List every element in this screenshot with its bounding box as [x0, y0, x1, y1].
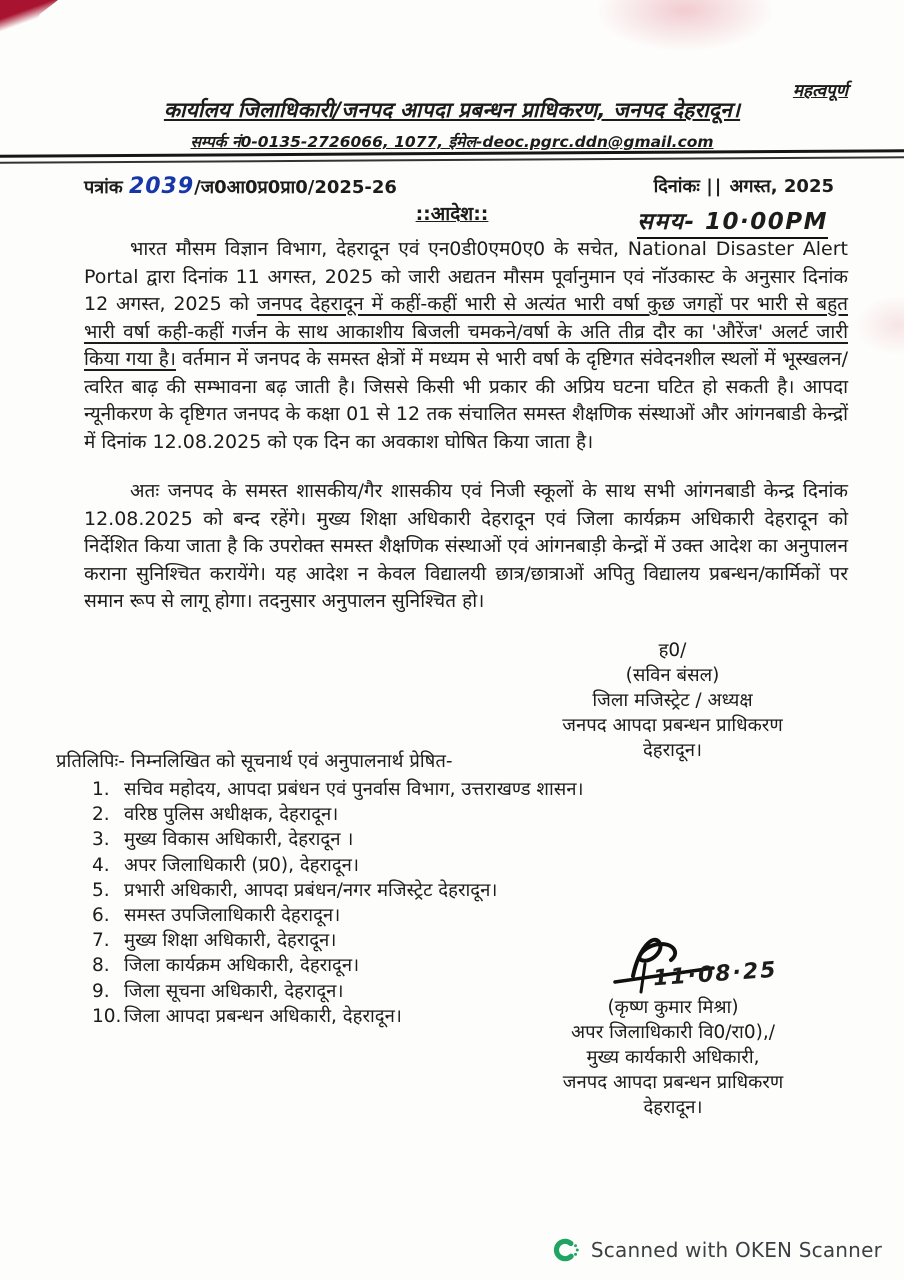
red-corner-mark [0, 0, 60, 100]
date-month-year: अगस्त, 2025 [729, 176, 834, 197]
signatory2-title-4: देहरादून। [643, 1097, 703, 1118]
signatory2-title-1: अपर जिलाधिकारी वि0/रा0),/ [571, 1022, 775, 1043]
list-item: 10. जिला आपदा प्रबन्धन अधिकारी, देहरादून। [92, 1005, 402, 1027]
time-handwritten: समय- 10·00PM [637, 204, 828, 239]
list-item: 1. सचिव महोदय, आपदा प्रबंधन एवं पुनर्वास विभाग, उत्तराखण्ड शासन। [92, 779, 584, 800]
letter-number-label: पत्रांक [84, 177, 123, 198]
date-label: दिनांकः [653, 176, 700, 197]
signatory-title-1: जिला मजिस्ट्रेट / अध्यक्ष [592, 690, 753, 711]
signatory2-name: (कृष्ण कुमार मिश्रा) [607, 997, 739, 1018]
copy-list [92, 777, 584, 1029]
signatory2-title-2: मुख्य कार्यकारी अधिकारी, [586, 1047, 760, 1068]
order-paragraph-2: अतः जनपद के समस्त शासकीय/गैर शासकीय एवं निजी स्कूलों के साथ सभी आंगनबाडी केन्द्र दिनांक 12.08.2025 को बन्द रहेंगे। मुख्य शिक्षा अधिकारी देहरादून एवं जिला कार्यक्रम अधिकारी देहरादून को निर्देशित किया जाता है कि उपरोक्त समस्त शैक्षणिक संस्थाओं एवं आंगनबाड़ी केन्द्रों में उक्त आदेश का अनुपालन कराना सुनिश्चित करायेंगे। यह आदेश न केवल विद्यालयी छात्र/छात्राओं अपितु विद्यालय प्रबन्धन/कार्मिकों पर समान रूप से लागू होगा। तदनुसार अनुपालन सुनिश्चित हो। [84, 480, 848, 612]
signed-abbrev: ह0/ [658, 640, 687, 661]
letter-date [654, 174, 834, 198]
scanner-attribution-text: Scanned with OKEN Scanner [590, 1238, 882, 1262]
letterhead [0, 96, 904, 152]
para1-tail: वर्तमान में जनपद के समस्त क्षेत्रों में मध्यम से भारी वर्षा के दृष्टिगत संवेदनशील स्थलों में भूस्खलन/त्वरित बाढ़ की सम्भावना बढ़ जाती है। जिससे किसी भी प्रकार की अप्रिय घटना घटित हो सकती है। आपदा न्यूनीकरण के दृष्टिगत जनपद के कक्षा 01 से 12 तक संचालित समस्त शैक्षणिक संस्थाओं और आंगनबाडी केन्द्रों में दिनांक 12.08.2025 को एक दिन का अवकाश घोषित किया जाता है। [84, 348, 848, 453]
para1-underlined-alert: जनपद देहरादून में कहीं-कहीं भारी से अत्यंत भारी वर्षा कुछ जगहों पर भारी से बहुत भारी वर्षा कही-कहीं गर्जन के साथ आकाशीय बिजली चमकने/वर्षा के अति तीव्र दौर का 'औरेंज' अलर्ट जारी किया गया है। [84, 293, 848, 370]
letter-number-handwritten: 2039 [128, 174, 195, 199]
para1-lead: भारत मौसम विज्ञान विभाग, देहरादून एवं एन0डी0एम0ए0 के सचेत, National Disaster Alert Portal द्वारा दिनांक 11 अगस्त, 2025 को जारी अद्यतन मौसम पूर्वानुमान एवं नॉउकास्ट के अनुसार दिनांक 12 अगस्त, 2025 को [84, 238, 848, 315]
signatory-block-district-magistrate [535, 638, 810, 763]
letter-number-suffix: /ज0आ0प्र0प्रा0/2025-26 [194, 177, 397, 198]
copy-list-heading: प्रतिलिपिः- निम्नलिखित को सूचनार्थ एवं अनुपालनार्थ प्रेषित- [56, 751, 453, 772]
pink-smudge-right [855, 295, 904, 355]
order-heading: ::आदेश:: [415, 203, 489, 225]
scanner-footer [0, 1232, 882, 1268]
list-item: 8. जिला कार्यक्रम अधिकारी, देहरादून। [92, 955, 360, 977]
signatory2-title-3: जनपद आपदा प्रबन्धन प्राधिकरण [562, 1072, 784, 1093]
list-item: 5. प्रभारी अधिकारी, आपदा प्रबंधन/नगर मजिस्ट्रेट देहरादून। [92, 879, 498, 901]
important-label: महत्वपूर्ण [792, 81, 848, 101]
office-contact: सम्पर्क नं0-0135-2726066, 1077, ईमेल-deoc.pgrc.ddn@gmail.com [190, 133, 714, 151]
date-day-handwritten: || [706, 176, 724, 197]
office-title: कार्यालय जिलाधिकारी/जनपद आपदा प्रबन्धन प्राधिकरण, जनपद देहरादून। [163, 98, 741, 122]
list-item: 2. वरिष्ठ पुलिस अधीक्षक, देहरादून। [92, 804, 339, 826]
list-item: 9. जिला सूचना अधिकारी, देहरादून। [92, 980, 344, 1002]
list-item: 3. मुख्य विकास अधिकारी, देहरादून । [92, 829, 354, 851]
signatory-title-3: देहरादून। [642, 740, 703, 761]
signature-date-handwritten: 11·08·25 [652, 957, 779, 992]
list-item: 4. अपर जिलाधिकारी (प्र0), देहरादून। [92, 854, 359, 876]
letter-number [84, 174, 397, 199]
list-item: 6. समस्त उपजिलाधिकारी देहरादून। [92, 905, 341, 927]
oken-scanner-icon [553, 1237, 579, 1263]
signatory-title-2: जनपद आपदा प्रबन्धन प्राधिकरण [562, 715, 783, 736]
signatory-name: (सविन बंसल) [625, 665, 720, 686]
handwritten-signature-area [595, 930, 805, 1000]
pink-smudge-top [595, 0, 775, 52]
list-item: 7. मुख्य शिक्षा अधिकारी, देहरादून। [92, 930, 337, 952]
order-paragraph-1 [84, 236, 848, 456]
signatory-block-adm [528, 995, 818, 1120]
